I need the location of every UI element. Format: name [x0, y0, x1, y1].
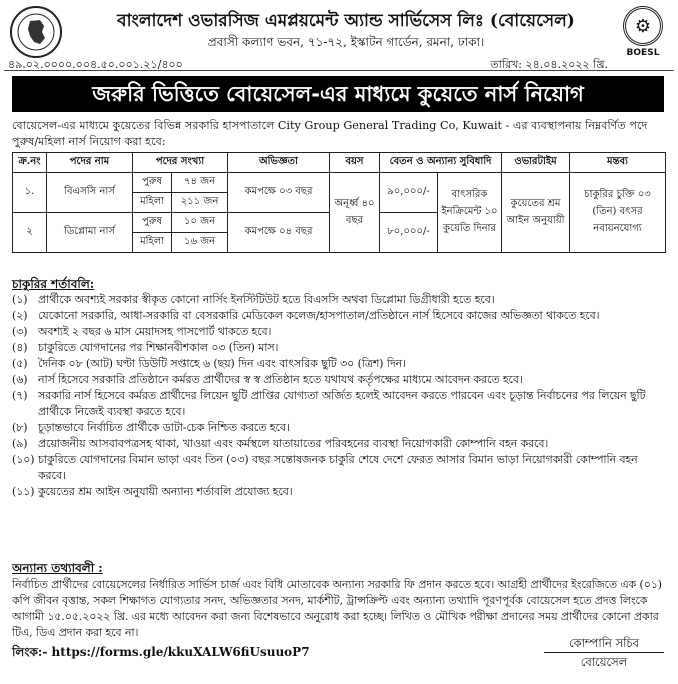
signatory-title: কোম্পানি সচিব [568, 636, 639, 650]
row1-male-count: ৭৪ জন [172, 173, 228, 193]
conditions-title: চাকুরির শর্তাবলি: [12, 277, 95, 291]
signature-block [544, 634, 664, 671]
row2-female-label: মহিলা [133, 233, 172, 253]
list-item [12, 420, 666, 436]
row2-sl: ২ [13, 213, 47, 253]
col-header-experience: অভিজ্ঞতা [228, 153, 330, 173]
row2-male-label: পুরুষ [133, 213, 172, 233]
condition-number: (৬) [12, 373, 28, 386]
notice-date: তারিখ: ২৪.০৪.২০২২ খ্রি. [490, 58, 608, 71]
condition-number: (৩) [12, 325, 28, 338]
list-item [12, 452, 666, 484]
bangladesh-map-icon [16, 12, 56, 52]
boesl-logo-text: BOESL [626, 48, 660, 58]
row2-female-count: ১৬ জন [172, 233, 228, 253]
row2-salary: ৮০,০০০/- [380, 213, 438, 253]
condition-number: (৫) [12, 357, 28, 370]
overtime-cell: কুয়েতের শ্রম আইন অনুযায়ী [502, 173, 570, 253]
col-header-remarks: মন্তব্য [570, 153, 666, 173]
reference-line [8, 56, 608, 75]
condition-text: চূড়ান্তভাবে নির্বাচিত প্রার্থীকে ডাটা-চেক নিশ্চিত করতে হবে। [38, 421, 290, 434]
conditions-list [12, 292, 666, 500]
row2-post: ডিপ্লোমা নার্স [47, 213, 133, 253]
row1-female-label: মহিলা [133, 193, 172, 213]
col-header-overtime: ওভারটাইম [502, 153, 570, 173]
memo-number: ৪৯.০২.০০০০.০০৪.৫০.০০১.২১/৪০০ [8, 58, 183, 71]
boesl-logo [620, 6, 666, 66]
table-header-row [13, 153, 666, 173]
table-row [13, 173, 666, 193]
condition-text: অবশ্যই ২ বছর ৬ মাস মেয়াদসহ পাসপোর্ট থাকতে হবে। [38, 325, 272, 338]
row1-male-label: পুরুষ [133, 173, 172, 193]
row1-post: বিএসসি নার্স [47, 173, 133, 213]
condition-number: (৭) [12, 389, 28, 402]
remarks-cell: চাকুরির চুক্তি ০৩ (তিন) বৎসর নবায়নযোগ্য [570, 173, 666, 253]
other-info-paragraph: নির্বাচিত প্রার্থীদের বোয়েসেলের নির্ধারিত সার্ভিস চার্জ এবং বিধি মোতাবেক অন্যান্য সরকারি ফি প্রদান করতে হবে। আগ্রহী প্রার্থীদের ইংরেজিতে এক (০১) কপি জীবন বৃত্তান্ত, সকল শিক্ষাগত যোগ্যতার সনদ, অভিজ্ঞতার সনদ, মার্কশীট, ট্রান্সক্রিপ্ট এবং অন্যান্য তথ্যাদি পূরণপূর্বক বোয়েসেল হতে প্রদত্ত লিংকে আগামী ১৫.০৫.২০২২ খ্রি. এর মধ্যে আবেদন করা জন্য বিশেষভাবে অনুরোধ করা হচ্ছে। লিখিত ও মৌখিক পরীক্ষা প্রদানের সময় প্রার্থীদের কোনো প্রকার টিএ, ডিএ প্রদান করা হবে না। [12, 578, 662, 639]
condition-text: দৈনিক ০৮ (আট) ঘণ্টা ডিউটি সপ্তাহে ৬ (ছয়) দিন এবং বাৎসরিক ছুটি ৩০ (ত্রিশ) দিন। [38, 357, 406, 370]
condition-text: নার্স হিসেবে সরকারি প্রতিষ্ঠানে কর্মরত প্রার্থীদের স্ব স্ব প্রতিষ্ঠান হতে যথাযথ কর্তৃপক্ষের মাধ্যমে আবেদন করতে হবে। [38, 373, 523, 386]
list-item [12, 308, 666, 324]
condition-number: (১) [12, 293, 28, 306]
condition-text: যেকোনো সরকারি, আধা-সরকারি বা বেসরকারি মেডিকেল কলেজ/হাসপাতাল/প্রতিষ্ঠানে নার্স হিসেবে কাজের অভিজ্ঞতা থাকতে হবে। [38, 309, 600, 322]
condition-number: (১১) [12, 485, 35, 498]
row2-experience: কমপক্ষে ০৪ বছর [228, 213, 330, 253]
organization-address: প্রবাসী কল্যাণ ভবন, ৭১-৭২, ইস্কাটন গার্ডেন, রমনা, ঢাকা। [207, 35, 485, 49]
row1-female-count: ২১১ জন [172, 193, 228, 213]
list-item [12, 436, 666, 452]
condition-text: চাকুরিতে যোগদানের বিমান ভাড়া এবং তিন (০৩) বছর সন্তোষজনক চাকুরি শেষে দেশে ফেরত আসার বিমান ভাড়া নিয়োগকারী কোম্পানি বহন করবে। [38, 453, 638, 482]
col-header-post: পদের নাম [47, 153, 133, 173]
row1-salary: ৯০,০০০/- [380, 173, 438, 213]
link-label: লিংক:- [12, 645, 48, 659]
list-item [12, 324, 666, 340]
condition-text: প্রার্থীকে অবশ্যই সরকার স্বীকৃত কোনো নার্সিং ইনস্টিটিউট হতে বিএসসি অথবা ডিপ্লোমা ডিগ্রীধারী হতে হবে। [38, 293, 495, 306]
list-item [12, 484, 666, 500]
list-item [12, 356, 666, 372]
list-item [12, 292, 666, 308]
condition-number: (১০) [12, 453, 35, 466]
condition-text: প্রয়োজনীয় আসবাবপত্রসহ থাকা, খাওয়া এবং কর্মস্থলে যাতায়াতের পরিবহনের ব্যবস্থা নিয়োগকারী কোম্পানি বহন করবে। [38, 437, 549, 450]
condition-number: (৯) [12, 437, 28, 450]
age-cell: অনূর্ধ্ব ৪০ বছর [330, 173, 380, 253]
signatory-org: বোয়েসেল [544, 652, 664, 671]
condition-text: কুয়েতের শ্রম আইন অনুযায়ী অন্যান্য শর্তাবলি প্রযোজ্য হবে। [38, 485, 293, 498]
list-item [12, 340, 666, 356]
row1-experience: কমপক্ষে ০৩ বছর [228, 173, 330, 213]
benefits-cell: বাৎসরিক ইনক্রিমেন্ট ১০ কুয়েতি দিনার [438, 173, 502, 253]
condition-number: (৮) [12, 421, 28, 434]
condition-number: (২) [12, 309, 28, 322]
application-form-link[interactable]: https://forms.gle/kkuXALW6fiUsuuoP7 [51, 645, 310, 659]
condition-text: সরকারি নার্স হিসেবে কর্মরত প্রার্থীদের লিয়েন ছুটি প্রাপ্তির যোগ্যতা অর্জিত হলেই আবেদন করতে পারবেন এবং চূড়ান্ত নির্বাচনের পর লিয়েন ছুটি প্রার্থীকে নিজেই ব্যবস্থা করতে হবে। [38, 389, 646, 418]
gear-icon: ⚙ [623, 6, 663, 46]
posts-table [12, 152, 666, 253]
organization-name: বাংলাদেশ ওভারসিজ এমপ্লয়মেন্ট অ্যান্ড সার্ভিসেস লিঃ (বোয়েসেল) [117, 11, 575, 31]
row2-male-count: ১০ জন [172, 213, 228, 233]
row1-sl: ১. [13, 173, 47, 213]
intro-paragraph: বোয়েসেল-এর মাধ্যমে কুয়েতের বিভিন্ন সরকারি হাসপাতালে City Group General Trading Co, Kuwait - এর ব্যবস্থাপনায় নিম্নবর্ণিত পদে পুরুষ/মহিলা নার্স নিয়োগ করা হবে: [12, 119, 648, 148]
col-header-salary: বেতন ও অন্যান্য সুবিধাদি [380, 153, 502, 173]
other-info-title: অন্যান্য তথ্যাবলী : [12, 561, 103, 575]
application-link-row [12, 644, 472, 664]
col-header-sl: ক্র.নং [13, 153, 47, 173]
government-seal-logo [10, 6, 62, 58]
condition-number: (৪) [12, 341, 28, 354]
col-header-age: বয়স [330, 153, 380, 173]
document-page [4, 4, 674, 680]
condition-text: চাকুরিতে যোগদানের পর শিক্ষানবীশকাল ০৩ (তিন) মাস। [38, 341, 279, 354]
notice-headline: জরুরি ভিত্তিতে বোয়েসেল-এর মাধ্যমে কুয়েতে নার্স নিয়োগ [12, 76, 664, 112]
list-item [12, 372, 666, 388]
col-header-count: পদের সংখ্যা [133, 153, 228, 173]
header-divider [4, 70, 674, 71]
list-item [12, 388, 666, 420]
